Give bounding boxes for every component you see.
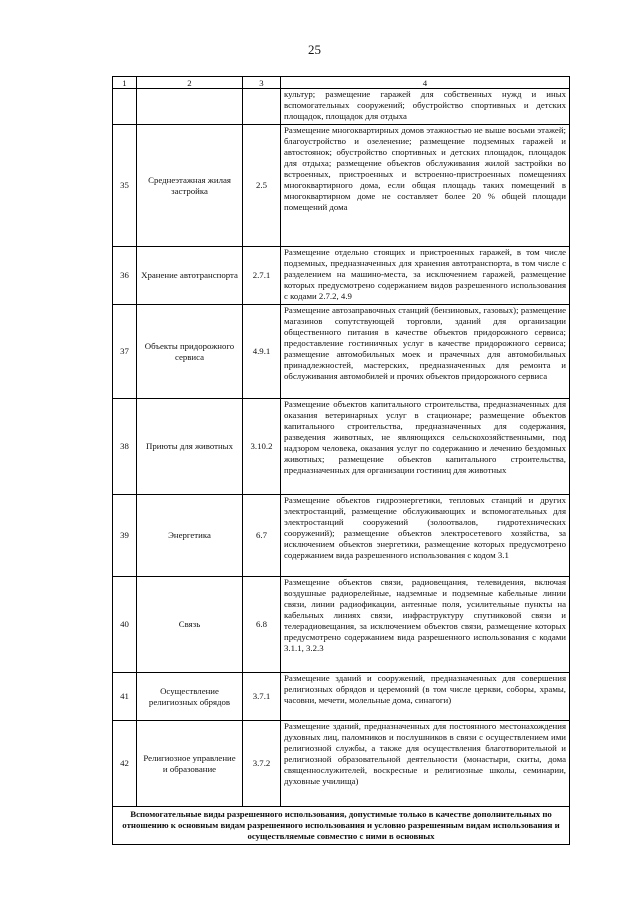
row-number: 39 xyxy=(113,495,137,577)
column-number: 4 xyxy=(281,77,570,89)
use-type-name: Осуществление религиозных обрядов xyxy=(137,673,243,721)
row-number: 42 xyxy=(113,721,137,807)
column-number: 3 xyxy=(243,77,281,89)
column-number: 2 xyxy=(137,77,243,89)
use-type-name: Энергетика xyxy=(137,495,243,577)
page-number: 25 xyxy=(308,42,321,57)
use-type-name: Объекты придорожного сервиса xyxy=(137,305,243,399)
use-description: Размещение многоквартирных домов этажностью не выше восьми этажей; благоустройство и озеленение; размещение подземных гаражей и автостоянок; обустройство спортивных и детских площадок, площадок для отдыха; размещение объектов обслуживания жилой застройки во встроенных, пристроенных и встроенно-пристроенных помещениях многоквартирного дома, если общая площадь таких помещений в многоквартирном доме не составляет более 20 % общей площади помещений дома xyxy=(281,125,570,247)
column-number: 1 xyxy=(113,77,137,89)
use-code: 6.7 xyxy=(243,495,281,577)
use-code: 2.7.1 xyxy=(243,247,281,305)
table-row xyxy=(113,125,570,247)
use-description: Размещение объектов связи, радиовещания, телевидения, включая воздушные радиорелейные, надземные и подземные кабельные линии связи, линии радиофикации, антенные поля, усилительные пункты на кабельных линиях связи, инфраструктуру спутниковой связи и телерадиовещания, за исключением объектов связи, размещение которых предусмотрено содержанием вида разрешенного использования с кодами 3.1.1, 3.2.3 xyxy=(281,577,570,673)
use-description: Размещение зданий, предназначенных для постоянного местонахождения духовных лиц, паломников и послушников в связи с осуществлением ими религиозной службы, а также для осуществления благотворительной и религиозной образовательной деятельности (монастыри, скиты, дома священнослужителей, воскресные и религиозные школы, семинарии, духовные училища) xyxy=(281,721,570,807)
table-row xyxy=(113,721,570,807)
table-row xyxy=(113,495,570,577)
use-code: 2.5 xyxy=(243,125,281,247)
table-row xyxy=(113,399,570,495)
use-type-name: Хранение автотранспорта xyxy=(137,247,243,305)
auxiliary-uses-heading: Вспомогательные виды разрешенного использования, допустимые только в качестве дополнительных по отношению к основным видам разрешенного использования и условно разрешенным видам использования и осуществляемые совместно с ними в основных xyxy=(113,807,570,845)
table-row xyxy=(113,305,570,399)
table-body xyxy=(113,77,570,845)
row-number: 36 xyxy=(113,247,137,305)
continuation-text: культур; размещение гаражей для собственных нужд и иных вспомогательных сооружений; обустройство спортивных и детских площадок, площадок для отдыха xyxy=(281,89,570,125)
use-description: Размещение объектов гидроэнергетики, тепловых станций и других электростанций, размещение обслуживающих и вспомогательных для электростанций сооружений (золоотвалов, гидротехнических сооружений); размещение объектов электросетевого хозяйства, за исключением объектов энергетики, размещение которых предусмотрено содержанием вида разрешенного использования с кодом 3.1 xyxy=(281,495,570,577)
use-type-name: Связь xyxy=(137,577,243,673)
row-number: 37 xyxy=(113,305,137,399)
table-row xyxy=(113,247,570,305)
use-description: Размещение объектов капитального строительства, предназначенных для оказания ветеринарных услуг в стационаре; размещение объектов капитального строительства, предназначенных для содержания, разведения животных, не являющихся сельскохозяйственными, под надзором человека, оказания услуг по содержанию и лечению бездомных животных; размещение объектов капитального строительства, предназначенных для организации гостиниц для животных xyxy=(281,399,570,495)
use-description: Размещение автозаправочных станций (бензиновых, газовых); размещение магазинов сопутствующей торговли, зданий для организации общественного питания в качестве объектов придорожного сервиса; предоставление гостиничных услуг в качестве придорожного сервиса; размещение автомобильных моек и прачечных для автомобильных принадлежностей, мастерских, предназначенных для ремонта и обслуживания автомобилей и прочих объектов придорожного сервиса xyxy=(281,305,570,399)
use-code: 4.9.1 xyxy=(243,305,281,399)
use-type-name: Религиозное управление и образование xyxy=(137,721,243,807)
row-number: 38 xyxy=(113,399,137,495)
row-number: 40 xyxy=(113,577,137,673)
continuation-row xyxy=(113,89,570,125)
use-description: Размещение отдельно стоящих и пристроенных гаражей, в том числе подземных, предназначенных для хранения автотранспорта, в том числе с разделением на машино-места, за исключением гаражей, размещение которых предусмотрено содержанием видов разрешенного использования с кодами 2.7.2, 4.9 xyxy=(281,247,570,305)
use-description: Размещение зданий и сооружений, предназначенных для совершения религиозных обрядов и церемоний (в том числе церкви, соборы, храмы, часовни, мечети, молельные дома, синагоги) xyxy=(281,673,570,721)
use-code: 3.10.2 xyxy=(243,399,281,495)
table-row xyxy=(113,577,570,673)
use-type-name: Среднеэтажная жилая застройка xyxy=(137,125,243,247)
use-code: 3.7.1 xyxy=(243,673,281,721)
row-number: 35 xyxy=(113,125,137,247)
land-use-table xyxy=(112,76,570,845)
use-code: 6.8 xyxy=(243,577,281,673)
table-row xyxy=(113,673,570,721)
row-number: 41 xyxy=(113,673,137,721)
use-code: 3.7.2 xyxy=(243,721,281,807)
column-number-row xyxy=(113,77,570,89)
use-type-name: Приюты для животных xyxy=(137,399,243,495)
section-header-row xyxy=(113,807,570,845)
